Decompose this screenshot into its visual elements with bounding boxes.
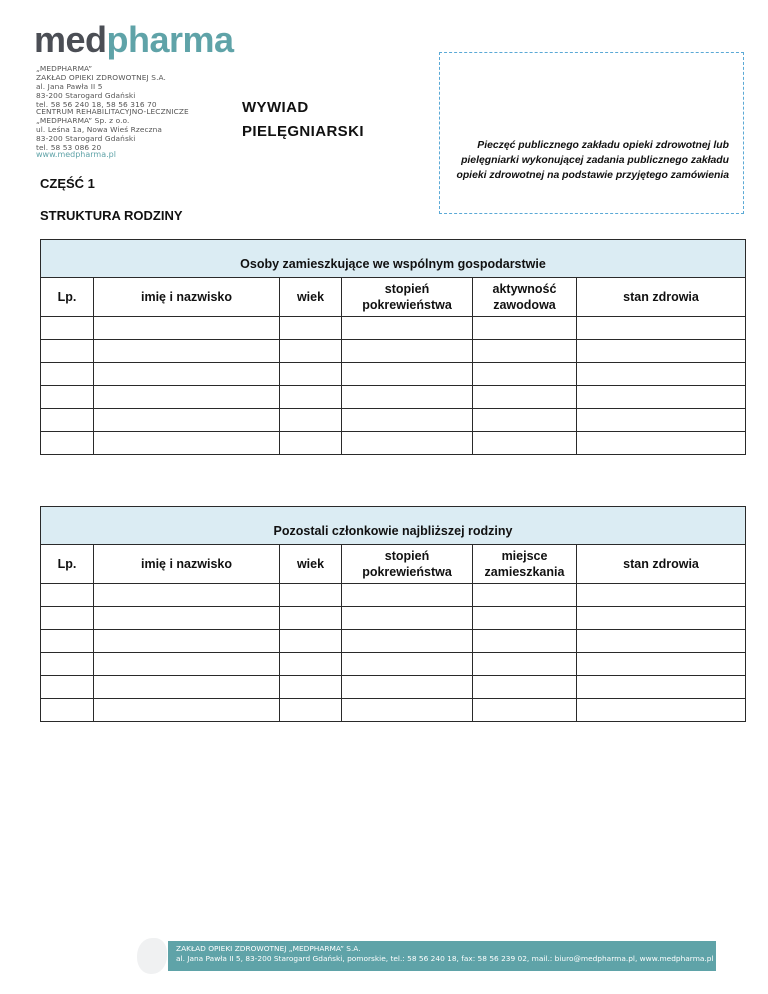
table-row <box>41 653 746 676</box>
table-cell[interactable] <box>342 607 473 630</box>
table-cell[interactable] <box>41 340 94 363</box>
table-caption: Osoby zamieszkujące we wspólnym gospodarstwie <box>41 240 746 278</box>
part-label: CZĘŚĆ 1 <box>40 176 95 191</box>
table-row <box>41 432 746 455</box>
table-cell[interactable] <box>473 676 577 699</box>
address-line: al. Jana Pawła II 5 <box>36 82 103 91</box>
table-row <box>41 340 746 363</box>
address-line: „MEDPHARMA” <box>36 64 93 73</box>
table-cell[interactable] <box>577 363 746 386</box>
table-caption: Pozostali członkowie najbliższej rodziny <box>41 507 746 545</box>
table-cell[interactable] <box>577 317 746 340</box>
table-cell[interactable] <box>41 584 94 607</box>
table-cell[interactable] <box>473 386 577 409</box>
logo-text-pharma: pharma <box>106 19 234 60</box>
footer-contact-line: al. Jana Pawła II 5, 83-200 Starogard Gdański, pomorskie, tel.: 58 56 240 18, fax: 58 56 239 02, mail.: biuro@medpharma.pl, www.medpharma.pl <box>176 954 714 963</box>
table-row <box>41 676 746 699</box>
table-cell[interactable] <box>473 607 577 630</box>
table-cell[interactable] <box>94 699 280 722</box>
table-cell[interactable] <box>577 630 746 653</box>
column-header-name: imię i nazwisko <box>94 545 280 584</box>
table-row <box>41 630 746 653</box>
household-members-table <box>40 239 746 455</box>
table-cell[interactable] <box>473 699 577 722</box>
column-header-name: imię i nazwisko <box>94 278 280 317</box>
table-cell[interactable] <box>577 653 746 676</box>
table-cell[interactable] <box>342 676 473 699</box>
company-address-block-2 <box>36 107 189 152</box>
table-cell[interactable] <box>41 363 94 386</box>
table-row <box>41 386 746 409</box>
table-cell[interactable] <box>577 699 746 722</box>
title-line-2: PIELĘGNIARSKI <box>242 123 364 140</box>
table-cell[interactable] <box>94 432 280 455</box>
footer-company-name: ZAKŁAD OPIEKI ZDROWOTNEJ „MEDPHARMA” S.A. <box>176 944 361 953</box>
table-cell[interactable] <box>280 607 342 630</box>
address-line: 83-200 Starogard Gdański <box>36 91 136 100</box>
website-link[interactable]: www.medpharma.pl <box>36 150 116 159</box>
table-cell[interactable] <box>342 363 473 386</box>
table-cell[interactable] <box>280 409 342 432</box>
table-cell[interactable] <box>94 584 280 607</box>
column-header-lp: Lp. <box>41 545 94 584</box>
table-cell[interactable] <box>94 317 280 340</box>
table-cell[interactable] <box>473 584 577 607</box>
table-row <box>41 317 746 340</box>
table-row <box>41 363 746 386</box>
table-cell[interactable] <box>94 386 280 409</box>
table-cell[interactable] <box>577 676 746 699</box>
table-cell[interactable] <box>41 432 94 455</box>
table-cell[interactable] <box>41 653 94 676</box>
column-header-age: wiek <box>280 545 342 584</box>
table-cell[interactable] <box>41 409 94 432</box>
table-row <box>41 607 746 630</box>
table-cell[interactable] <box>577 340 746 363</box>
column-header-relationship: stopień pokrewieństwa <box>342 545 473 584</box>
address-line: „MEDPHARMA” Sp. z o.o. <box>36 116 130 125</box>
table-cell[interactable] <box>473 317 577 340</box>
table-cell[interactable] <box>473 630 577 653</box>
table-cell[interactable] <box>41 386 94 409</box>
stamp-caption-line: Pieczęć publicznego zakładu opieki zdrowotnej lub <box>477 140 729 151</box>
table-cell[interactable] <box>94 653 280 676</box>
table-cell[interactable] <box>280 340 342 363</box>
stamp-box <box>439 52 744 214</box>
table-cell[interactable] <box>342 699 473 722</box>
table-cell[interactable] <box>41 676 94 699</box>
logo-text-med: med <box>34 19 107 60</box>
table-cell[interactable] <box>94 340 280 363</box>
table-cell[interactable] <box>94 676 280 699</box>
company-address-block-1 <box>36 64 166 109</box>
table-cell[interactable] <box>280 630 342 653</box>
table-cell[interactable] <box>577 432 746 455</box>
table-cell[interactable] <box>41 317 94 340</box>
table-cell[interactable] <box>577 409 746 432</box>
table-cell[interactable] <box>280 699 342 722</box>
table-cell[interactable] <box>473 653 577 676</box>
column-header-relationship: stopień pokrewieństwa <box>342 278 473 317</box>
address-line: ul. Leśna 1a, Nowa Wieś Rzeczna <box>36 125 163 134</box>
table-cell[interactable] <box>473 409 577 432</box>
table-cell[interactable] <box>280 653 342 676</box>
table-cell[interactable] <box>280 432 342 455</box>
table-cell[interactable] <box>342 409 473 432</box>
footer-text <box>176 944 714 964</box>
table-cell[interactable] <box>280 676 342 699</box>
document-title <box>242 96 364 144</box>
table-row <box>41 584 746 607</box>
table-cell[interactable] <box>473 340 577 363</box>
table-cell[interactable] <box>342 630 473 653</box>
stamp-caption <box>440 138 737 183</box>
other-family-members-table <box>40 506 746 722</box>
column-header-health: stan zdrowia <box>577 278 746 317</box>
column-header-age: wiek <box>280 278 342 317</box>
table-cell[interactable] <box>41 607 94 630</box>
table-cell[interactable] <box>280 386 342 409</box>
stamp-caption-line: opieki zdrowotnej na podstawie przyjętego zamówienia <box>456 170 729 181</box>
table-cell[interactable] <box>342 317 473 340</box>
table-cell[interactable] <box>577 607 746 630</box>
table-cell[interactable] <box>342 584 473 607</box>
table-cell[interactable] <box>280 317 342 340</box>
address-line: tel. 58 56 240 18, 58 56 316 70 <box>36 100 157 109</box>
column-header-residence: miejsce zamieszkania <box>473 545 577 584</box>
address-line: 83-200 Starogard Gdański <box>36 134 136 143</box>
table-cell[interactable] <box>577 386 746 409</box>
table-cell[interactable] <box>94 409 280 432</box>
table-cell[interactable] <box>342 432 473 455</box>
table-cell[interactable] <box>280 584 342 607</box>
column-header-health: stan zdrowia <box>577 545 746 584</box>
address-line: tel. 58 53 086 20 <box>36 143 102 152</box>
column-header-occupation: aktywność zawodowa <box>473 278 577 317</box>
table-cell[interactable] <box>342 653 473 676</box>
column-header-lp: Lp. <box>41 278 94 317</box>
table-row <box>41 699 746 722</box>
table-cell[interactable] <box>94 363 280 386</box>
table-cell[interactable] <box>94 630 280 653</box>
stamp-caption-line: pielęgniarki wykonującej zadania publicznego zakładu <box>461 155 729 166</box>
table-cell[interactable] <box>342 386 473 409</box>
title-line-1: WYWIAD <box>242 99 309 116</box>
table-cell[interactable] <box>577 584 746 607</box>
table-cell[interactable] <box>94 607 280 630</box>
medpharma-logo <box>34 20 234 60</box>
address-line: CENTRUM REHABILITACYJNO-LECZNICZE <box>36 107 189 116</box>
table-cell[interactable] <box>41 630 94 653</box>
address-line: ZAKŁAD OPIEKI ZDROWOTNEJ S.A. <box>36 73 167 82</box>
table-cell[interactable] <box>473 432 577 455</box>
table-cell[interactable] <box>280 363 342 386</box>
table-cell[interactable] <box>41 699 94 722</box>
table-row <box>41 409 746 432</box>
section-heading: STRUKTURA RODZINY <box>40 208 183 223</box>
table-cell[interactable] <box>342 340 473 363</box>
table-cell[interactable] <box>473 363 577 386</box>
footer-decoration <box>137 938 167 974</box>
